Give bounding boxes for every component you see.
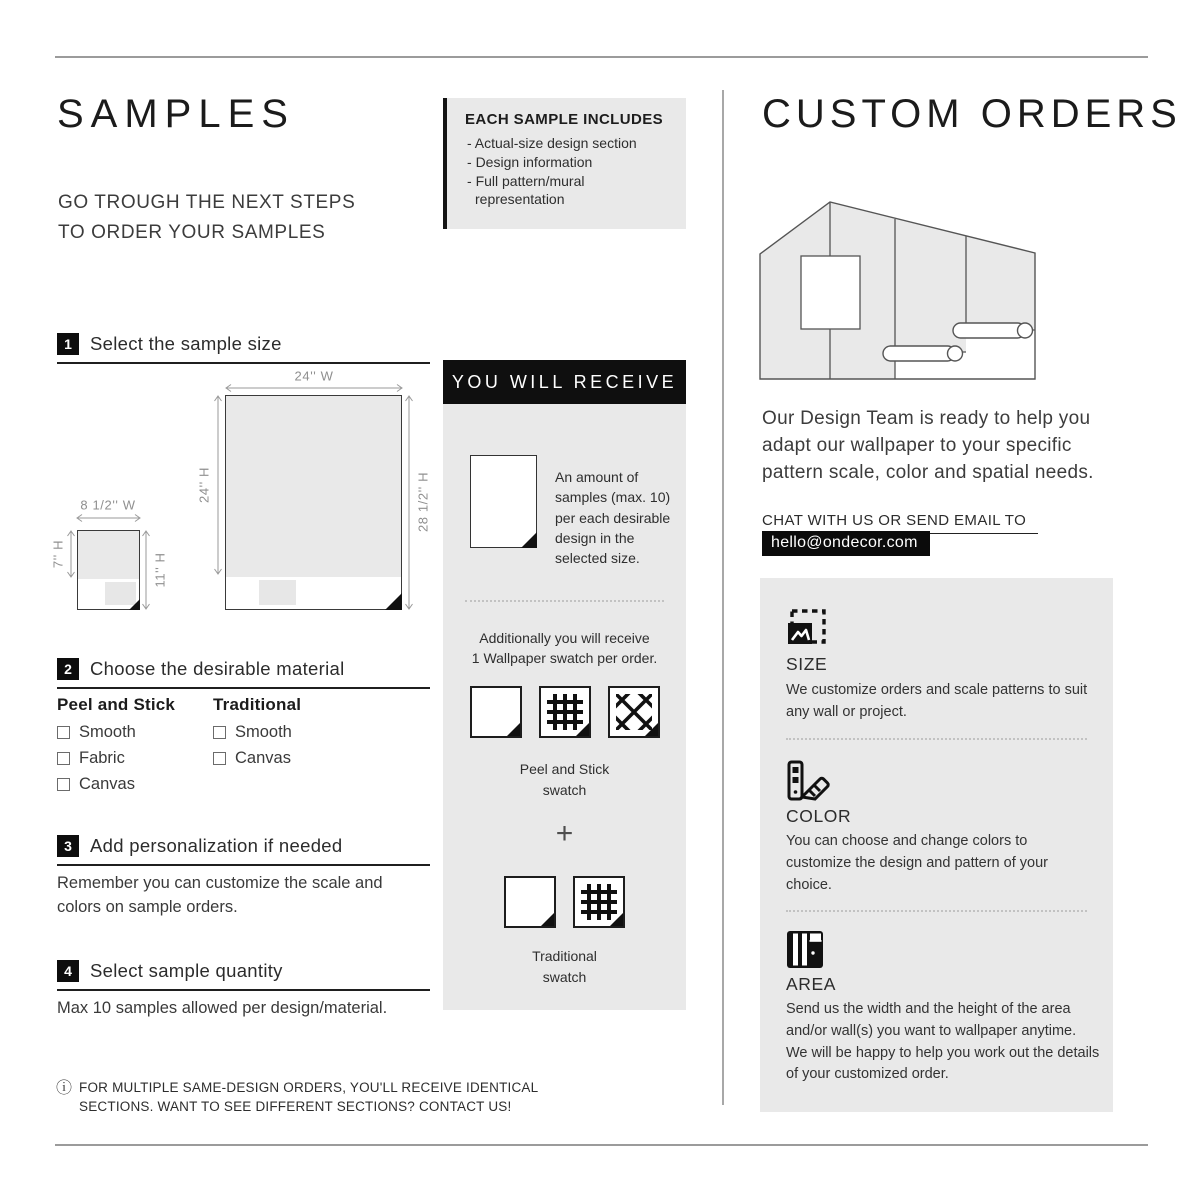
- large-design-area: [226, 396, 401, 577]
- samples-amount-text: An amount of samples (max. 10) per each desirable design in the selected size.: [555, 469, 671, 567]
- each-sample-includes-box: [443, 98, 686, 229]
- option-label: Canvas: [79, 775, 135, 793]
- feature-size-description: We customize orders and scale patterns to suit any wall or project.: [786, 682, 1088, 720]
- crosshatch-swatch-icon: [608, 686, 660, 738]
- samples-intro-line2: TO ORDER YOUR SAMPLES: [58, 222, 326, 244]
- dimension-label-large-width: 24'' W: [294, 368, 334, 384]
- includes-item: - Full pattern/mural representation: [465, 172, 674, 210]
- step-2-number-badge: 2: [57, 658, 79, 680]
- email-badge[interactable]: hello@ondecor.com: [762, 531, 930, 556]
- step-2-header: [57, 658, 430, 689]
- custom-options-panel: [760, 578, 1113, 1112]
- traditional-swatch-caption: [443, 946, 686, 988]
- dotted-divider: [786, 738, 1087, 740]
- checkbox[interactable]: [213, 752, 226, 765]
- traditional-swatch-row: [443, 876, 686, 928]
- peel-and-stick-swatch-row: [443, 686, 686, 738]
- dotted-divider: [465, 600, 664, 602]
- caption-line2: swatch: [542, 969, 587, 985]
- peel-and-stick-swatch-caption: [443, 759, 686, 801]
- includes-item: - Design information: [465, 153, 674, 172]
- step-3-title: Add personalization if needed: [90, 835, 343, 856]
- small-design-area: [78, 531, 139, 579]
- material-option-smooth[interactable]: [213, 723, 301, 742]
- house-wallpaper-illustration: [758, 196, 1040, 382]
- step-2-title: Choose the desirable material: [90, 658, 345, 679]
- caption-line2: swatch: [542, 782, 587, 798]
- caption-line1: Peel and Stick: [519, 761, 610, 777]
- grid-swatch-icon: [573, 876, 625, 928]
- step-4-header: [57, 960, 430, 991]
- footnote-line2: SECTIONS. WANT TO SEE DIFFERENT SECTIONS? CONTACT US!: [79, 1098, 512, 1114]
- feature-color-title: COLOR: [786, 806, 852, 826]
- color-swatches-icon: [786, 760, 830, 802]
- custom-intro-text: Our Design Team is ready to help you adapt our wallpaper to your specific pattern scale, color and spatial needs.: [762, 408, 1094, 483]
- samples-intro: [58, 188, 355, 249]
- step-3-number-badge: 3: [57, 835, 79, 857]
- grid-swatch-icon: [539, 686, 591, 738]
- step-4-number-badge: 4: [57, 960, 79, 982]
- folded-corner-icon: [129, 599, 140, 610]
- material-option-fabric[interactable]: [57, 749, 175, 768]
- step-1-header: [57, 333, 430, 364]
- step-3-header: [57, 835, 430, 866]
- additional-line2: 1 Wallpaper swatch per order.: [471, 650, 658, 667]
- includes-title: EACH SAMPLE INCLUDES: [465, 111, 664, 128]
- checkbox[interactable]: [57, 752, 70, 765]
- you-will-receive-panel: [443, 404, 686, 1010]
- dotted-divider: [786, 910, 1087, 912]
- dimension-label-small-width: 8 1/2'' W: [80, 497, 136, 513]
- custom-orders-title: CUSTOM ORDERS: [762, 92, 1182, 136]
- dimension-label-large-design-height: 24'' H: [196, 466, 212, 504]
- step-4-description: Max 10 samples allowed per design/material.: [57, 999, 388, 1017]
- checkbox[interactable]: [57, 726, 70, 739]
- small-sample-rect: [77, 530, 140, 610]
- wall-door-icon: [786, 930, 826, 970]
- column-divider: [722, 90, 724, 1105]
- option-label: Smooth: [79, 723, 136, 741]
- material-option-canvas[interactable]: [57, 775, 175, 794]
- option-label: Fabric: [79, 749, 125, 767]
- step-1-title: Select the sample size: [90, 333, 282, 354]
- additional-swatch-text: [443, 628, 686, 669]
- dimension-label-small-full-height: 11'' H: [152, 552, 168, 588]
- sample-size-diagram: [52, 365, 437, 630]
- feature-area-description: Send us the width and the height of the area and/or wall(s) you want to wallpaper anytime. We will be happy to help you work out the details of your customized order.: [786, 1001, 1100, 1083]
- caption-line1: Traditional: [532, 948, 597, 964]
- step-1-number-badge: 1: [57, 333, 79, 355]
- dimension-label-small-design-height: 7'' H: [50, 539, 66, 569]
- large-mini-square: [259, 580, 296, 605]
- samples-intro-line1: GO TROUGH THE NEXT STEPS: [58, 192, 356, 213]
- chat-with-us-label: CHAT WITH US OR SEND EMAIL TO: [762, 512, 1038, 534]
- feature-size-title: SIZE: [786, 654, 828, 674]
- material-option-canvas[interactable]: [213, 749, 301, 768]
- plus-sign: +: [555, 817, 574, 850]
- additional-line1: Additionally you will receive: [479, 630, 650, 646]
- step-3-description: Remember you can customize the scale and colors on sample orders.: [57, 874, 383, 916]
- top-rule: [55, 56, 1148, 58]
- you-will-receive-header: YOU WILL RECEIVE: [443, 360, 686, 404]
- samples-title: SAMPLES: [57, 92, 295, 136]
- bottom-rule: [55, 1144, 1148, 1146]
- blank-swatch-icon: [504, 876, 556, 928]
- dimension-label-large-full-height: 28 1/2'' H: [415, 471, 431, 533]
- material-group-peel-and-stick: [57, 695, 175, 801]
- includes-item: - Actual-size design section: [465, 134, 674, 153]
- paper-sample-icon: [470, 455, 537, 548]
- checkbox[interactable]: [57, 778, 70, 791]
- option-label: Smooth: [235, 723, 292, 741]
- material-group-traditional: [213, 695, 301, 775]
- info-icon: ⓘ: [56, 1080, 73, 1097]
- blank-swatch-icon: [470, 686, 522, 738]
- option-label: Canvas: [235, 749, 291, 767]
- feature-area-title: AREA: [786, 974, 837, 994]
- large-sample-rect: [225, 395, 402, 610]
- step-4-title: Select sample quantity: [90, 960, 283, 981]
- folded-corner-icon: [521, 532, 537, 548]
- footnote-line1: FOR MULTIPLE SAME-DESIGN ORDERS, YOU'LL RECEIVE IDENTICAL: [79, 1080, 539, 1095]
- footnote: [56, 1079, 538, 1117]
- folded-corner-icon: [385, 593, 402, 610]
- resize-image-icon: [786, 608, 828, 648]
- checkbox[interactable]: [213, 726, 226, 739]
- footnote-text: [79, 1079, 538, 1117]
- material-group-title: Peel and Stick: [57, 695, 176, 714]
- material-group-title: Traditional: [213, 695, 302, 714]
- feature-color-description: You can choose and change colors to customize the design and pattern of your choice.: [786, 833, 1048, 893]
- material-option-smooth[interactable]: [57, 723, 175, 742]
